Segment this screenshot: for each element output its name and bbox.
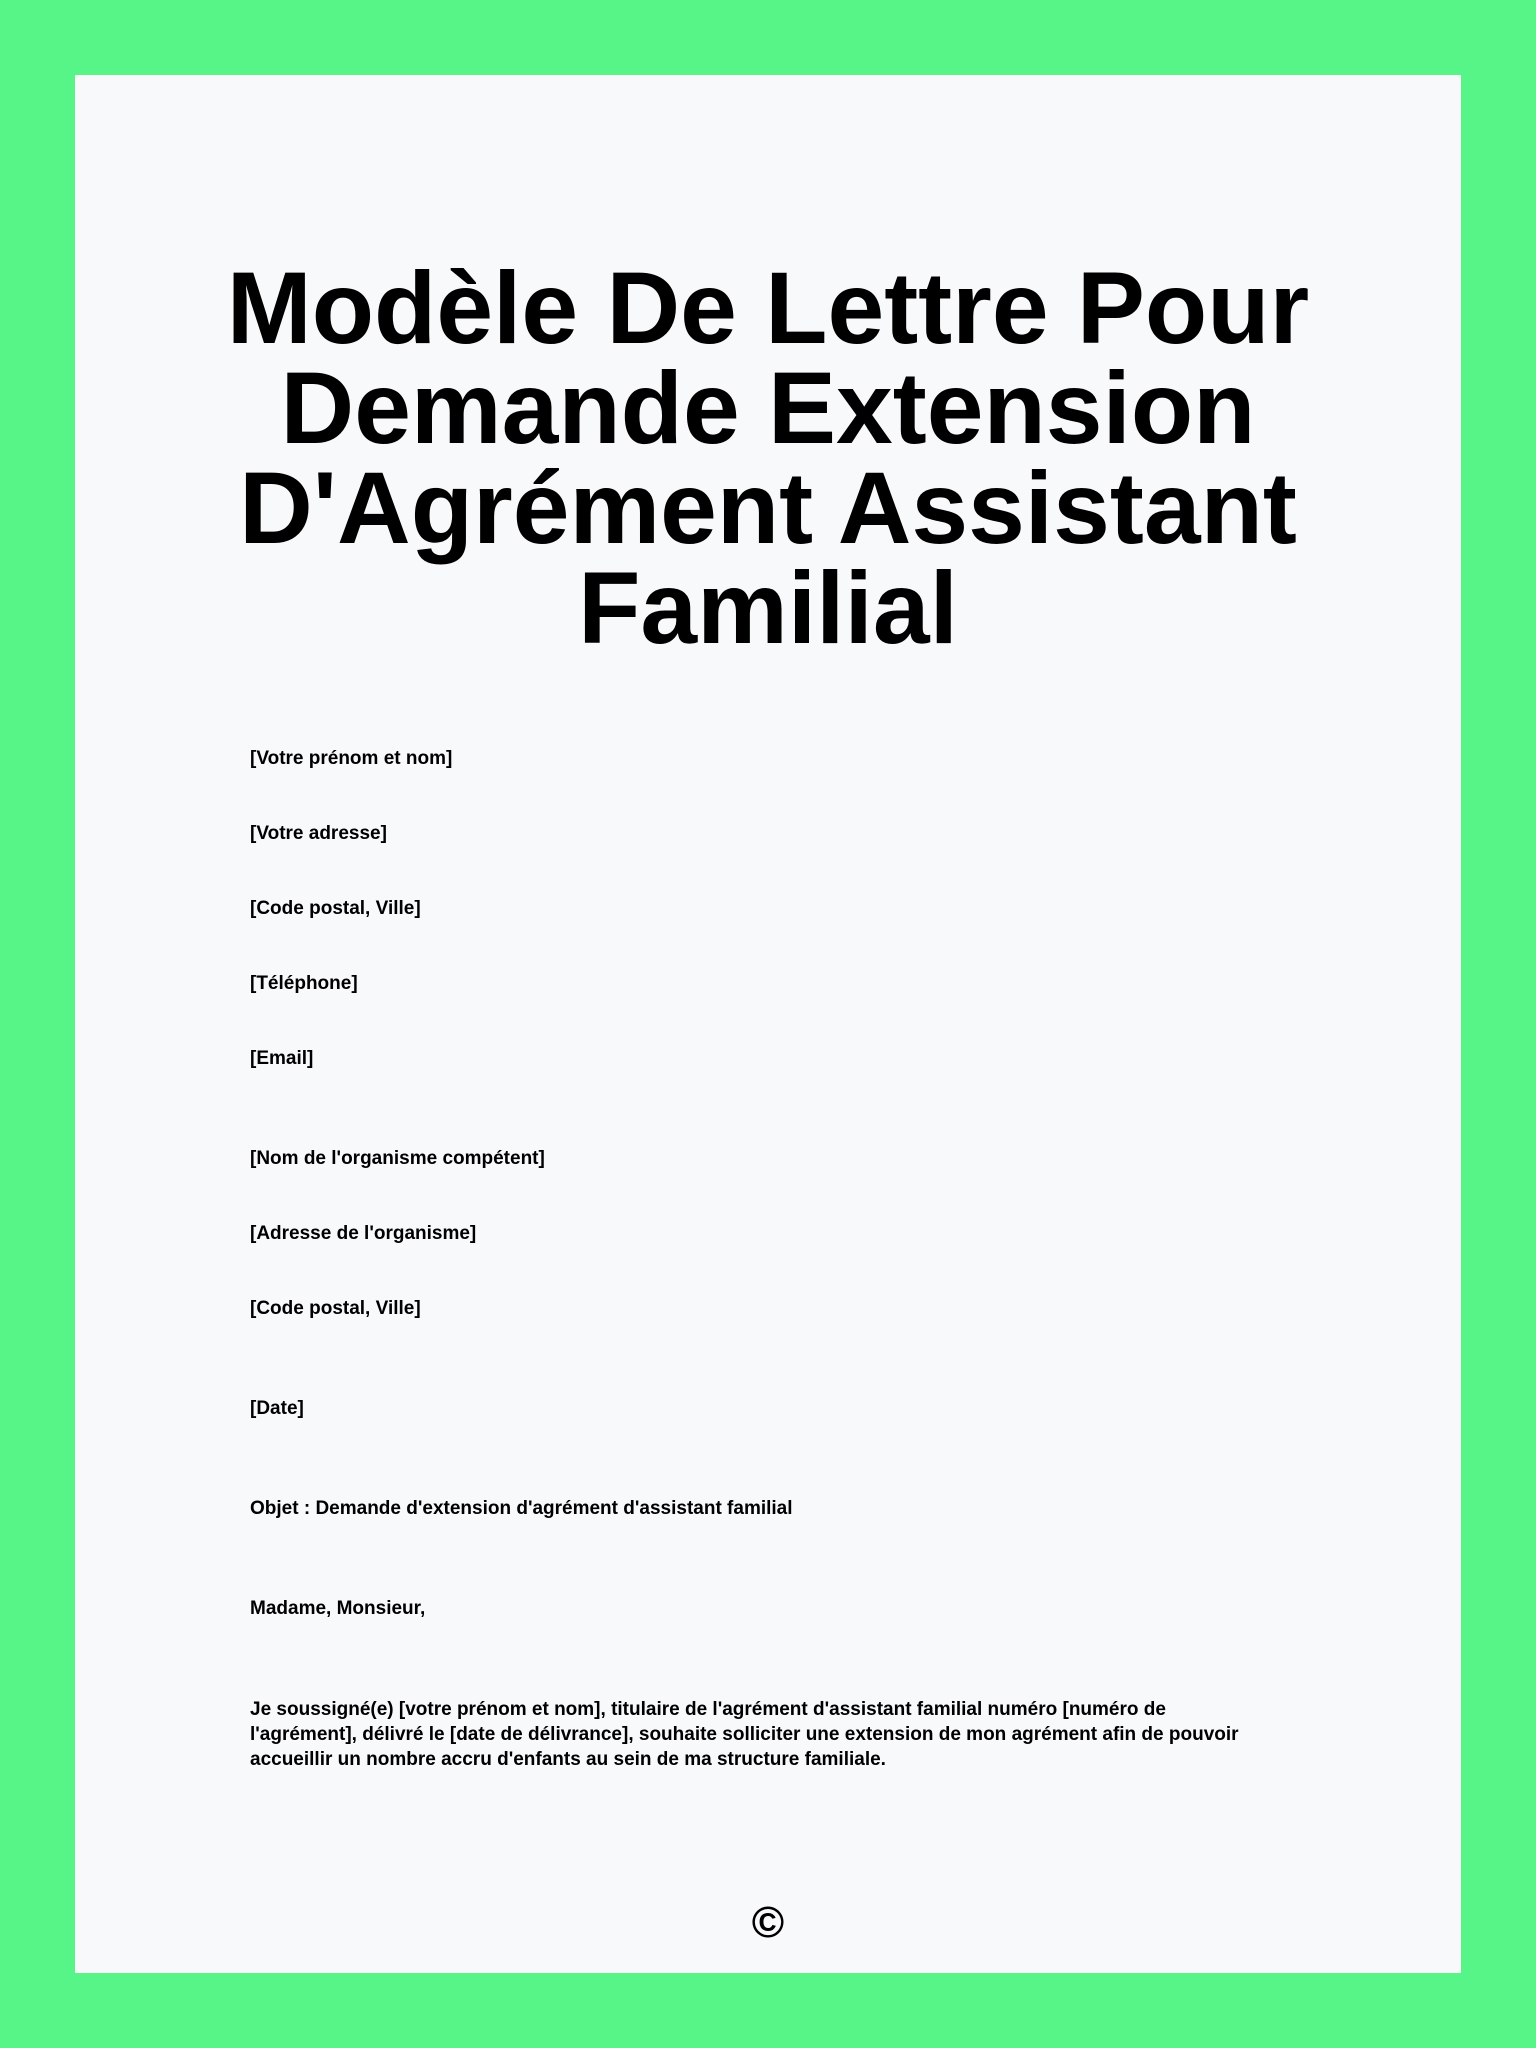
recipient-organization: [Nom de l'organisme compétent] — [250, 1148, 545, 1169]
copyright-icon: © — [751, 1898, 785, 1947]
page-title: Modèle De Lettre Pour Demande Extension D'Agrément Assistant Familial — [226, 251, 1310, 665]
sender-email: [Email] — [250, 1048, 314, 1069]
recipient-address: [Adresse de l'organisme] — [250, 1223, 477, 1244]
sender-postal-city: [Code postal, Ville] — [250, 898, 421, 919]
letter-page — [75, 75, 1461, 1973]
letter-salutation: Madame, Monsieur, — [250, 1598, 426, 1619]
sender-phone: [Téléphone] — [250, 973, 358, 994]
letter-paragraph: Je soussigné(e) [votre prénom et nom], titulaire de l'agrément d'assistant familial numéro [numéro de l'agrément], délivré le [date de délivrance], souhaite solliciter une extension de mon agrément afin de pouvoir accueillir un nombre accru d'enfants au sein de ma structure familiale. — [250, 1699, 1239, 1770]
recipient-postal-city: [Code postal, Ville] — [250, 1298, 421, 1319]
letter-date: [Date] — [250, 1398, 304, 1419]
sender-address: [Votre adresse] — [250, 823, 387, 844]
letter-subject: Objet : Demande d'extension d'agrément d'assistant familial — [250, 1498, 793, 1519]
sender-name: [Votre prénom et nom] — [250, 748, 453, 769]
